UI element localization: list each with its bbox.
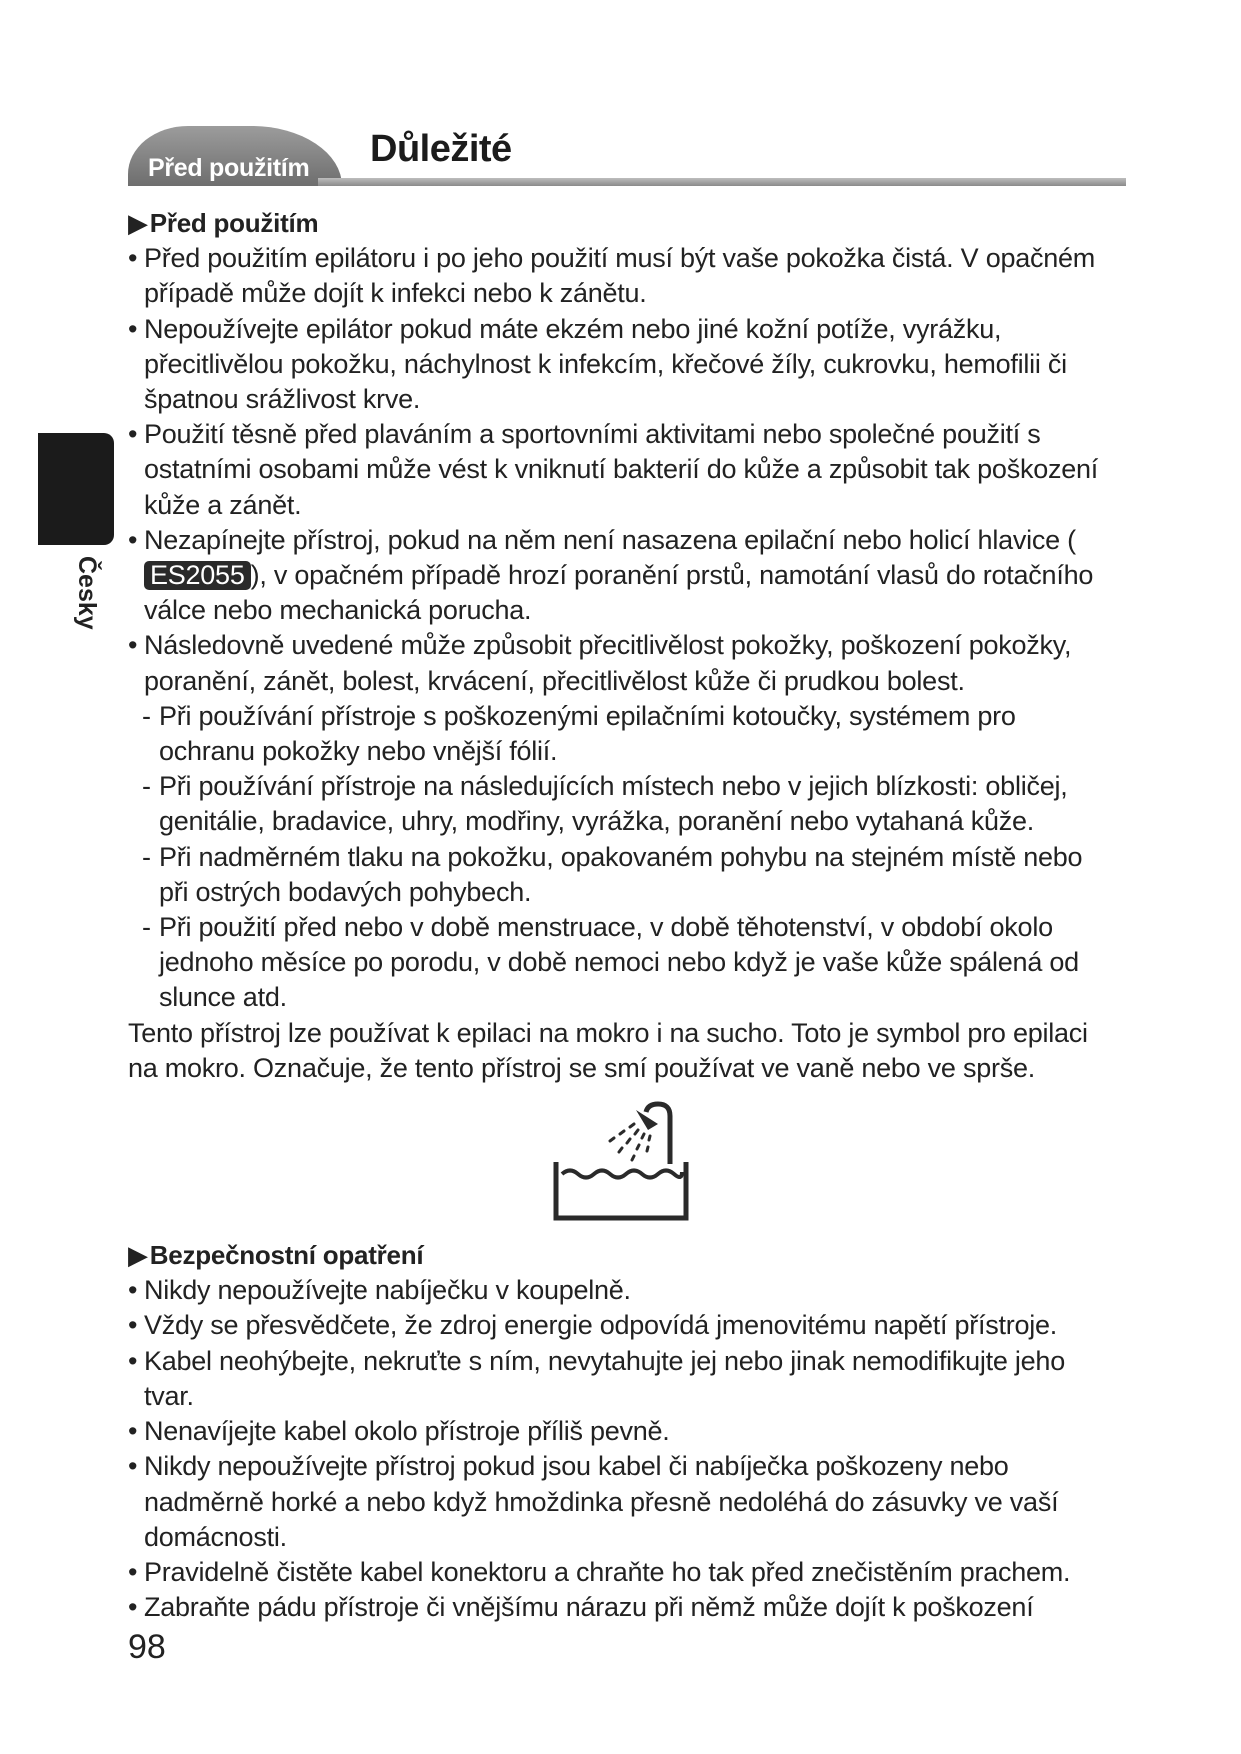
dash-marker: - (142, 841, 151, 872)
model-badge: ES2055 (144, 561, 251, 590)
bullet-icon: • (128, 1310, 138, 1341)
list-item (128, 1590, 1118, 1625)
list-item-text-pre: Nezapínejte přístroj, pokud na něm není nasazena epilační nebo holicí hlavice ( (144, 524, 1076, 555)
list-item-text: Před použitím epilátoru i po jeho použití musí být vaše pokožka čistá. V opačném případě může dojít k infekci nebo k zánětu. (144, 243, 1096, 309)
sub-list-item-text: Při nadměrném tlaku na pokožku, opakovaném pohybu na stejném místě nebo při ostrých bodavých pohybech. (159, 841, 1083, 907)
sub-list-item (128, 769, 1118, 839)
bullet-icon: • (128, 630, 138, 661)
list-item (128, 1344, 1118, 1414)
sub-list-item (128, 699, 1118, 769)
dash-marker: - (142, 771, 151, 802)
header-rule (318, 178, 1126, 186)
section-heading-text: Bezpečnostní opatření (149, 1240, 424, 1271)
list-item (128, 417, 1118, 523)
header-tab-label: Před použitím (148, 154, 310, 182)
list-item-text-post: ), v opačném případě hrozí poranění prstů, namotání vlasů do rotačního válce nebo mechanická porucha. (144, 560, 1094, 626)
list-item-text: Nepoužívejte epilátor pokud máte ekzém nebo jiné kožní potíže, vyrážku, přecitlivělou pokožku, náchylnost k infekcím, křečové žíly, cukrovku, hemofilii či špatnou srážlivost krve. (144, 313, 1067, 415)
list-item-text: Nikdy nepoužívejte nabíječku v koupelně. (144, 1275, 631, 1306)
page-title: Důležité (370, 128, 512, 170)
list-item (128, 1555, 1118, 1590)
section-heading-before-use (128, 206, 1118, 241)
list-item-text: Nenavíjejte kabel okolo přístroje příliš pevně. (144, 1416, 670, 1447)
triangle-arrow-icon: ▶ (128, 208, 148, 238)
language-tab-marker (38, 433, 114, 545)
bullet-icon: • (128, 243, 138, 274)
list-item-text: Pravidelně čistěte kabel konektoru a chraňte ho tak před znečistěním prachem. (144, 1556, 1071, 1587)
shower-bathtub-icon (550, 1100, 696, 1222)
list-item (128, 241, 1118, 311)
sub-list-item-text: Při použití před nebo v době menstruace, v době těhotenství, v období okolo jednoho měsíce po porodu, v době nemoci nebo když je vaše kůže spálená od slunce atd. (159, 912, 1079, 1013)
list-item (128, 1414, 1118, 1449)
list-item-text: Vždy se přesvědčete, že zdroj energie odpovídá jmenovitému napětí přístroje. (144, 1310, 1058, 1341)
dash-marker: - (142, 912, 151, 943)
list-item (128, 312, 1118, 418)
sub-list-item-text: Při používání přístroje s poškozenými epilačními kotoučky, systémem pro ochranu pokožky nebo vnější fólií. (159, 700, 1016, 767)
list-item (128, 523, 1118, 629)
sub-list-item (128, 910, 1118, 1016)
bullet-icon: • (128, 1345, 138, 1376)
sub-list-item-text: Při používání přístroje na následujících místech nebo v jejich blízkosti: obličej, genitálie, bradavice, uhry, modřiny, vyrážka, poranění nebo vytahaná kůže. (159, 771, 1068, 837)
bullet-icon: • (128, 1451, 138, 1482)
list-item-text: Následovně uvedené může způsobit přecitlivělost pokožky, poškození pokožky, poranění, zánět, bolest, krvácení, přecitlivělost kůže či prudkou bolest. (144, 630, 1072, 696)
list-item (128, 1308, 1118, 1343)
bullet-icon: • (128, 1556, 138, 1587)
triangle-arrow-icon: ▶ (128, 1240, 148, 1271)
main-content (128, 206, 1118, 1625)
section-header (128, 118, 1126, 190)
section-heading-text: Před použitím (149, 208, 319, 238)
wet-use-paragraph: Tento přístroj lze používat k epilaci na mokro i na sucho. Toto je symbol pro epilaci na mokro. Označuje, že tento přístroj se smí používat ve vaně nebo ve sprše. (128, 1017, 1088, 1083)
list-item-text: Kabel neohýbejte, nekruťte s ním, nevytahujte jej nebo jinak nemodifikujte jeho tvar. (144, 1345, 1065, 1411)
bullet-icon: • (128, 419, 138, 450)
sub-list-item (128, 840, 1118, 910)
bullet-icon: • (128, 1275, 138, 1306)
page-number: 98 (128, 1628, 166, 1666)
bullet-icon: • (128, 1416, 138, 1447)
section-heading-safety (128, 1238, 1118, 1273)
bullet-icon: • (128, 524, 138, 555)
list-item-text: Použití těsně před plaváním a sportovními aktivitami nebo společné použití s ostatními osobami může vést k vniknutí bakterií do kůže a způsobit tak poškození kůže a zánět. (144, 419, 1098, 520)
language-label: Česky (73, 556, 101, 630)
list-item-text: Nikdy nepoužívejte přístroj pokud jsou kabel či nabíječka poškozeny nebo nadměrně horké a nebo když hmoždinka přesně nedoléhá do zásuvky ve vaší domácnosti. (144, 1451, 1059, 1552)
dash-marker: - (142, 700, 151, 731)
bullet-icon: • (128, 1592, 138, 1623)
wet-use-symbol (128, 1086, 1118, 1238)
list-item-text: Zabraňte pádu přístroje či vnějšímu nárazu při němž může dojít k poškození (144, 1592, 1034, 1623)
list-item (128, 1449, 1118, 1555)
bullet-icon: • (128, 313, 138, 344)
list-item (128, 628, 1118, 698)
list-item (128, 1273, 1118, 1308)
